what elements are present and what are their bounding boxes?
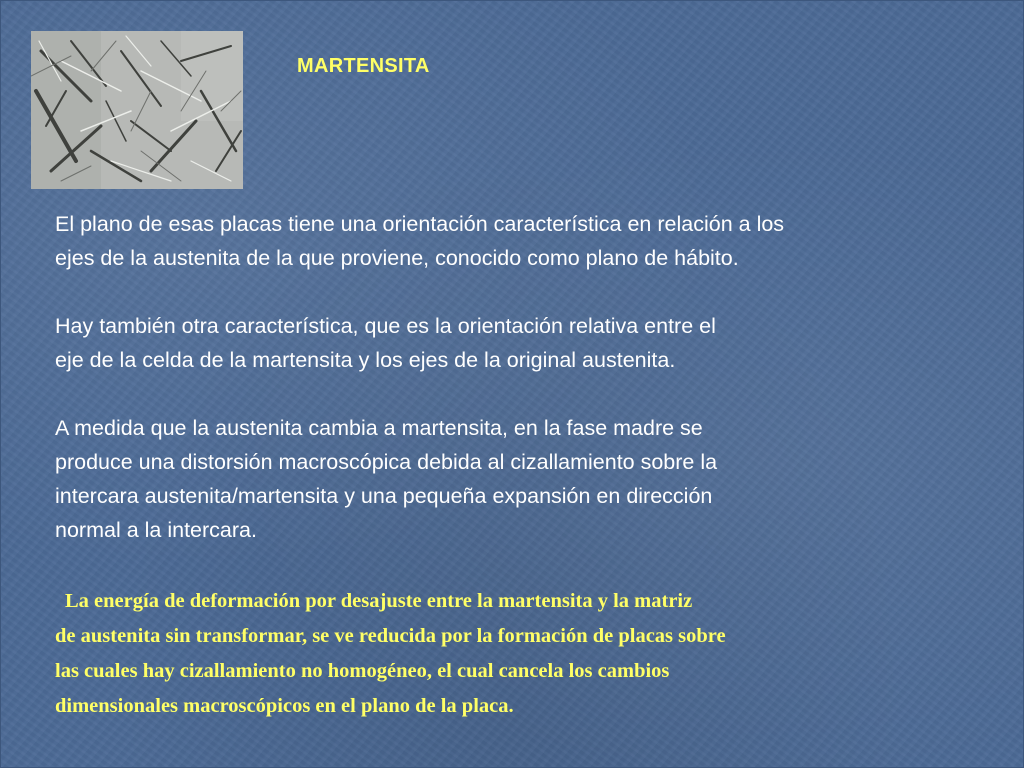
paragraph-line: eje de la celda de la martensita y los ejes de la original austenita. [55, 348, 676, 372]
paragraph-line: intercara austenita/martensita y una pequeña expansión en dirección [55, 484, 713, 508]
highlight-line: La energía de deformación por desajuste entre la martensita y la matriz [65, 590, 693, 612]
paragraph-habit-plane [55, 207, 1015, 275]
paragraph-line: produce una distorsión macroscópica debida al cizallamiento sobre la [55, 450, 718, 474]
highlight-paragraph-energy [55, 584, 1015, 724]
paragraph-line: normal a la intercara. [55, 518, 257, 542]
highlight-line: de austenita sin transformar, se ve reducida por la formación de placas sobre [55, 625, 726, 647]
martensite-micrograph-icon [31, 31, 243, 189]
paragraph-orientation [55, 309, 1015, 377]
paragraph-line: A medida que la austenita cambia a martensita, en la fase madre se [55, 416, 703, 440]
highlight-line: dimensionales macroscópicos en el plano de la placa. [55, 695, 514, 717]
highlight-line: las cuales hay cizallamiento no homogéneo, el cual cancela los cambios [55, 660, 670, 682]
paragraph-line: Hay también otra característica, que es la orientación relativa entre el [55, 314, 716, 338]
paragraph-line: El plano de esas placas tiene una orientación característica en relación a los [55, 212, 785, 236]
martensite-micrograph-image [31, 31, 243, 189]
paragraph-line: ejes de la austenita de la que proviene, conocido como plano de hábito. [55, 246, 739, 270]
slide-title: MARTENSITA [297, 55, 430, 77]
paragraph-distortion [55, 411, 1015, 547]
